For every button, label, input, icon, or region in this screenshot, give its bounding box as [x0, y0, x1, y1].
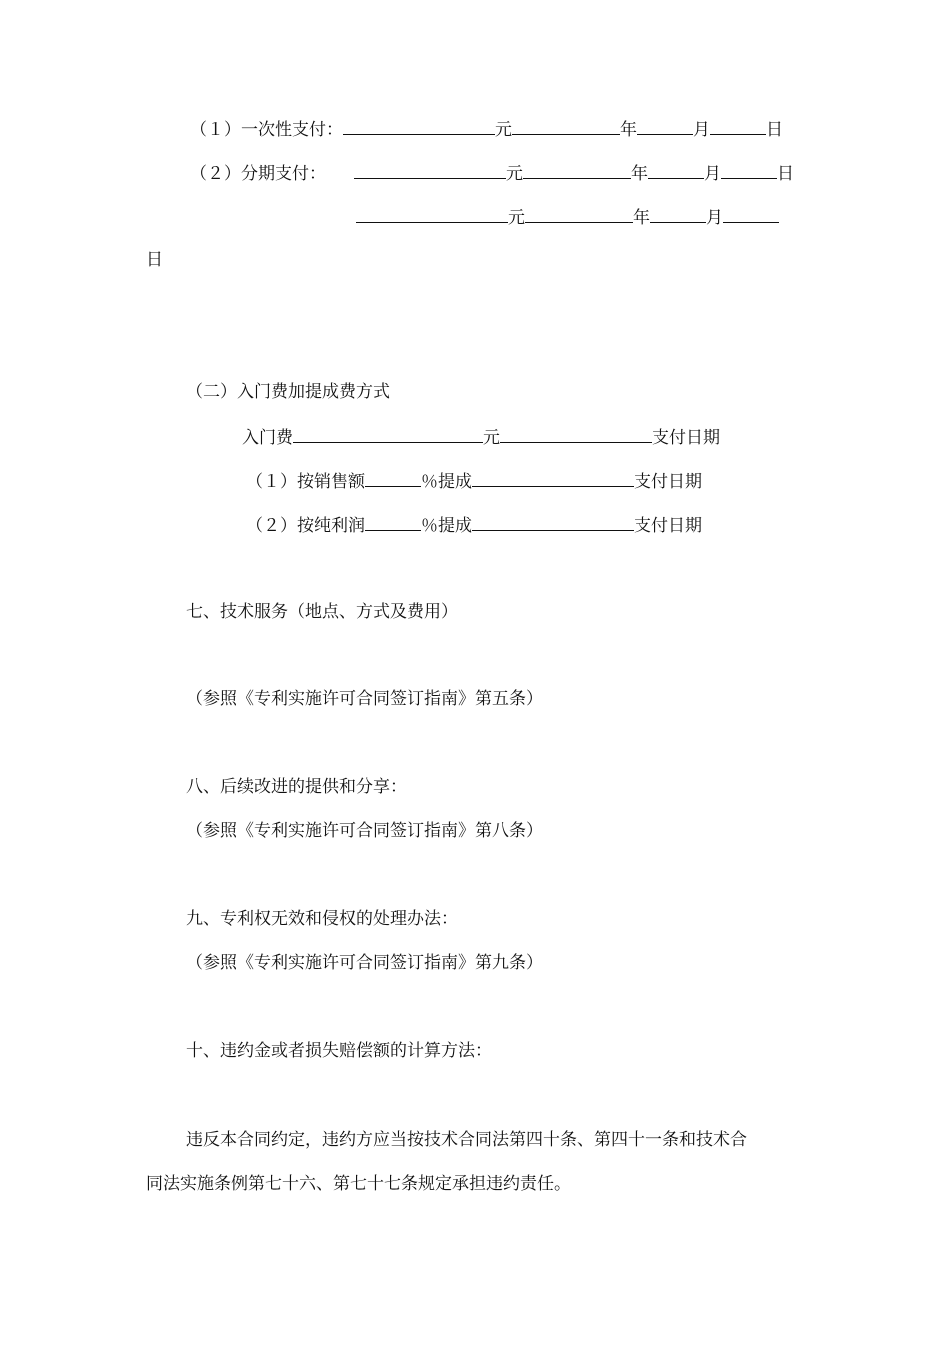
day-label: 日	[766, 120, 783, 140]
amount-blank[interactable]	[354, 161, 506, 179]
section7-reference: （参照《专利实施许可合同签订指南》第五条）	[186, 689, 543, 709]
year-label: 年	[633, 208, 650, 228]
yuan-label: 元	[506, 164, 523, 184]
section8-reference: （参照《专利实施许可合同签订指南》第八条）	[186, 821, 543, 841]
wrapped-day-label: 日	[146, 250, 163, 270]
month-blank[interactable]	[650, 205, 706, 223]
month-label: 月	[706, 208, 723, 228]
month-blank[interactable]	[648, 161, 704, 179]
year-blank[interactable]	[512, 117, 620, 135]
pay-date-label: 支付日期	[634, 516, 702, 536]
entry-fee-line	[242, 425, 720, 449]
installment-label: （２）分期支付：	[190, 164, 326, 184]
month-blank[interactable]	[637, 117, 693, 135]
profit-percent-blank[interactable]	[365, 513, 421, 531]
section8-title: 八、后续改进的提供和分享：	[186, 777, 407, 797]
sales-royalty-blank[interactable]	[472, 469, 634, 487]
yuan-label: 元	[495, 120, 512, 140]
pay-date-label: 支付日期	[634, 472, 702, 492]
day-blank[interactable]	[721, 161, 777, 179]
section9-title: 九、专利权无效和侵权的处理办法：	[186, 909, 458, 929]
day-label: 日	[777, 164, 794, 184]
profit-royalty-blank[interactable]	[472, 513, 634, 531]
section10-body-line2: 同法实施条例第七十六、第七十七条规定承担违约责任。	[146, 1174, 571, 1194]
entry-fee-section-title: （二）入门费加提成费方式	[186, 382, 390, 402]
pay-date-label: 支付日期	[652, 428, 720, 448]
day-blank[interactable]	[710, 117, 766, 135]
sales-percent-blank[interactable]	[365, 469, 421, 487]
year-blank[interactable]	[525, 205, 633, 223]
section10-title: 十、违约金或者损失赔偿额的计算方法：	[186, 1041, 492, 1061]
month-label: 月	[693, 120, 710, 140]
sales-royalty-line	[246, 469, 702, 493]
year-label: 年	[631, 164, 648, 184]
section7-title: 七、技术服务（地点、方式及费用）	[186, 602, 458, 622]
percent-royalty-label: ％提成	[421, 516, 472, 536]
installment-payment-line-2	[356, 205, 779, 229]
yuan-label: 元	[508, 208, 525, 228]
amount-blank[interactable]	[356, 205, 508, 223]
entry-fee-amount-blank[interactable]	[293, 425, 483, 443]
day-blank[interactable]	[723, 205, 779, 223]
year-blank[interactable]	[523, 161, 631, 179]
percent-royalty-label: ％提成	[421, 472, 472, 492]
lump-sum-payment-line	[190, 117, 783, 141]
entry-fee-date-blank[interactable]	[500, 425, 652, 443]
year-label: 年	[620, 120, 637, 140]
entry-fee-label: 入门费	[242, 428, 293, 448]
section9-reference: （参照《专利实施许可合同签订指南》第九条）	[186, 953, 543, 973]
section10-body-line1: 违反本合同约定，违约方应当按技术合同法第四十条、第四十一条和技术合	[186, 1130, 747, 1150]
by-profit-label: （２）按纯利润	[246, 516, 365, 536]
installment-payment-line	[190, 161, 794, 185]
by-sales-label: （１）按销售额	[246, 472, 365, 492]
amount-blank[interactable]	[343, 117, 495, 135]
yuan-label: 元	[483, 428, 500, 448]
lump-sum-label: （１）一次性支付：	[190, 120, 343, 140]
month-label: 月	[704, 164, 721, 184]
profit-royalty-line	[246, 513, 702, 537]
